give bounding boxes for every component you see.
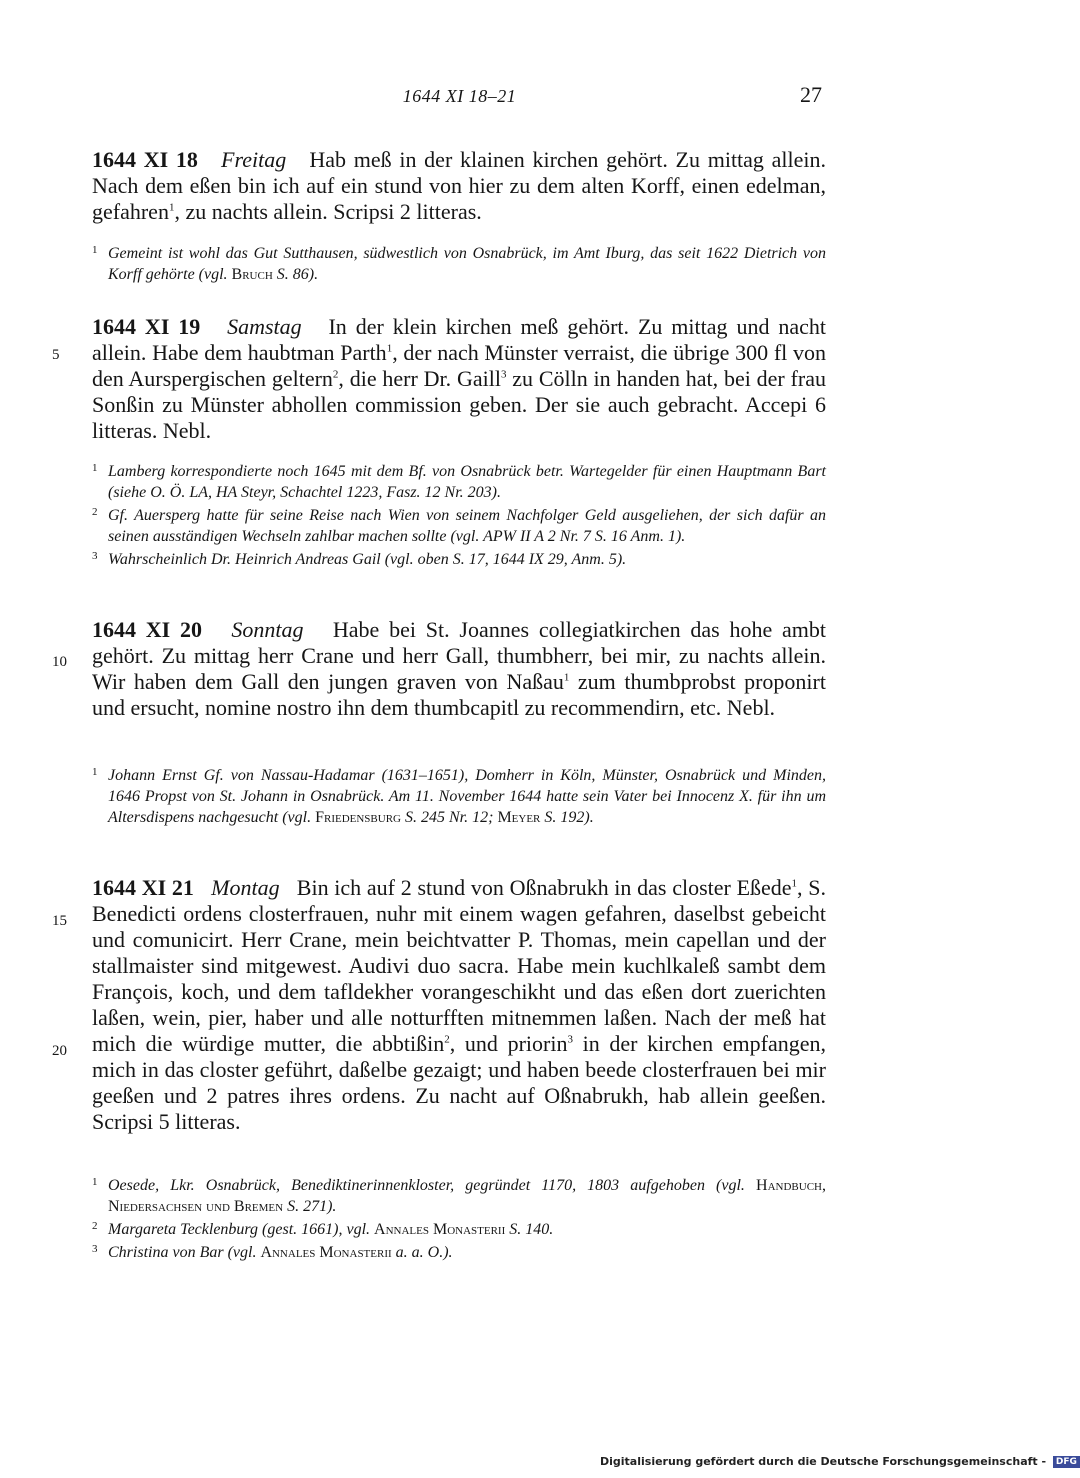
entry-text: Bin ich auf 2 stund von Oßnabrukh in das closter Eßede [296, 875, 792, 900]
footnotes-block [92, 765, 826, 830]
footnote: 3 Wahrscheinlich Dr. Heinrich Andreas Gail (vgl. oben S. 17, 1644 IX 29, Anm. 5). [92, 549, 826, 570]
diary-entry [92, 147, 826, 225]
footnote-ref: 1 [791, 877, 798, 890]
footnote-number: 1 [92, 244, 98, 256]
entry-text: , und priorin [449, 1031, 568, 1056]
diary-entry [92, 875, 826, 1135]
digitization-footer [600, 1455, 1077, 1468]
footnotes-block [92, 1175, 826, 1265]
footnote: 3 Christina von Bar (vgl. Annales Monasterii a. a. O.). [92, 1242, 826, 1263]
entry-weekday: Sonntag [231, 617, 304, 642]
footnote: 1 Lamberg korrespondierte noch 1645 mit dem Bf. von Osnabrück betr. Wartegelder für einen Hauptmann Bart (siehe O. Ö. LA, HA Steyr, Schachtel 1223, Fasz. 12 Nr. 203). [92, 461, 826, 503]
footnote-number: 3 [92, 1243, 98, 1255]
entry-weekday: Montag [211, 875, 280, 900]
footnote: 1 Johann Ernst Gf. von Nassau-Hadamar (1631–1651), Domherr in Köln, Münster, Osnabrück und Minden, 1646 Propst von St. Johann in Osnabrück. Am 11. November 1644 hatte sein Vater bei Innocenz X. für ihn um Altersdispens nachgesucht (vgl. Friedensburg S. 245 Nr. 12; Meyer S. 192). [92, 765, 826, 828]
entry-text: zu Cölln in handen hat, bei der frau Sonßin zu Münster abhollen commission geben. Der sie auch gebracht. Accepi 6 litteras. Nebl. [92, 366, 826, 443]
running-head: 1644 XI 18–21 [402, 86, 517, 106]
footnotes-block [92, 243, 826, 287]
footnote: 1 Oesede, Lkr. Osnabrück, Benediktinerinnenkloster, gegründet 1170, 1803 aufgehoben (vgl. Handbuch, Niedersachsen und Bremen S. 271). [92, 1175, 826, 1217]
footnote-number: 1 [92, 1176, 98, 1188]
footnote: 2 Margareta Tecklenburg (gest. 1661), vgl. Annales Monasterii S. 140. [92, 1219, 826, 1240]
line-number: 10 [52, 654, 67, 670]
footnote: 1 Gemeint ist wohl das Gut Sutthausen, südwestlich von Osnabrück, im Amt Iburg, das seit 1622 Dietrich von Korff gehörte (vgl. Bruch S. 86). [92, 243, 826, 285]
line-number: 15 [52, 913, 67, 929]
footer-text: Digitalisierung gefördert durch die Deutsche Forschungsgemeinschaft - [600, 1455, 1047, 1468]
entry-weekday: Freitag [221, 147, 287, 172]
footnote-number: 2 [92, 506, 98, 518]
entry-text: Habe bei St. Joannes collegiatkirchen das hohe ambt gehört. Zu mittag herr Crane und herr Gall, thumbherr, bei mir, zu nachts allein. Wir haben dem Gall den jungen graven von Naßau [92, 617, 827, 694]
footnote-ref: 3 [500, 368, 507, 381]
line-number: 5 [52, 347, 60, 363]
footnote: 2 Gf. Auersperg hatte für seine Reise nach Wien von seinem Nachfolger Geld ausgeliehen, der sich dafür an seinen ausständigen Wechseln zahlbar machen sollte (vgl. APW II A 2 Nr. 7 S. 16 Anm. 1). [92, 505, 826, 547]
entry-text: In der klein kirchen meß gehört. Zu mittag und nacht allein. Habe dem haubtman Parth [92, 314, 827, 365]
entry-text: Hab meß in der klainen kirchen gehört. Zu mittag allein. Nach dem eßen bin ich auf ein stund von hier zu dem alten Korff, einen edelman, gefahren [92, 147, 827, 224]
footnote-number: 1 [92, 766, 98, 778]
dfg-logo: DFG [1053, 1456, 1080, 1468]
footnote-ref: 1 [563, 671, 570, 684]
footnote-number: 3 [92, 550, 98, 562]
entry-text: , der nach Münster verraist, die übrige 300 fl von den Aurspergischen geltern [92, 340, 826, 391]
footnotes-block [92, 461, 826, 572]
line-number: 20 [52, 1043, 67, 1059]
entry-weekday: Samstag [227, 314, 302, 339]
diary-entry [92, 314, 826, 444]
footnote-ref: 1 [386, 342, 393, 355]
entry-date: 1644 XI 18 [92, 147, 198, 172]
entry-text: zum thumbprobst proponirt und ersucht, nomine nostro ihn dem thumbcapitl zu recommendirn, etc. Nebl. [92, 669, 826, 720]
diary-entry [92, 617, 826, 721]
entry-text: , zu nachts allein. Scripsi 2 litteras. [174, 199, 482, 224]
footnote-ref: 2 [332, 368, 339, 381]
entry-text: , die herr Dr. Gaill [338, 366, 501, 391]
footnote-ref: 2 [444, 1033, 450, 1046]
entry-date: 1644 XI 21 [92, 875, 194, 900]
entry-date: 1644 XI 20 [92, 617, 203, 642]
entry-text: , S. Benedicti ordens closterfrauen, nuhr mit einem wagen gefahren, daselbst gebeicht und comunicirt. Herr Crane, mein beichtvatter P. Thomas, mein capellan und der stallmaister sind mitgewest. Audivi duo sacra. Habe mein kuchlkaleß sambt dem François, koch, und dem tafldekher vorangeschikht und das eßen dort zuerichten laßen, wein, pier, haber und alle notturfften mitnemmen laßen. Nach der meß hat mich die würdige mutter, die abbtißin [92, 875, 827, 1056]
footnote-number: 2 [92, 1220, 98, 1232]
entry-date: 1644 XI 19 [92, 314, 201, 339]
entry-text: in der kirchen empfangen, mich in das closter geführt, daßelbe gezaigt; und haben beede closterfrauen bei mir geeßen und 2 patres ihres ordens. Zu nacht auf Oßnabrukh, hab allein geeßen. Scripsi 5 litteras. [92, 1031, 826, 1134]
footnote-number: 1 [92, 462, 98, 474]
footnote-ref: 1 [168, 201, 175, 214]
footnote-ref: 3 [567, 1033, 573, 1046]
page-number: 27 [800, 82, 822, 107]
